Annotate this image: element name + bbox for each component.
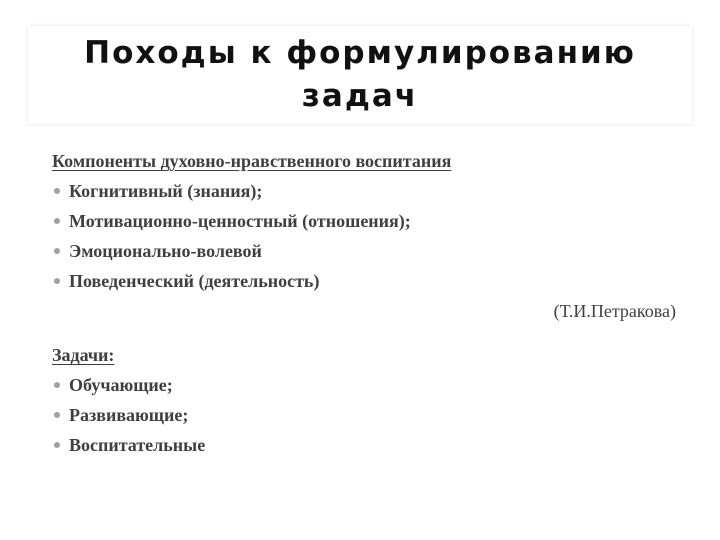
bullet-icon <box>54 382 60 388</box>
list-item-text: Эмоционально-волевой <box>69 241 262 261</box>
list-item-text: Когнитивный (знания); <box>69 181 263 201</box>
list-item-text: Поведенческий (деятельность) <box>69 271 320 291</box>
list-item-text: Воспитательные <box>69 435 206 455</box>
bullet-icon <box>54 412 60 418</box>
title-box <box>28 26 692 124</box>
attribution: (Т.И.Петракова) <box>553 301 676 321</box>
list-item <box>52 370 692 400</box>
components-heading: Компоненты духовно-нравственного воспитания <box>52 151 452 171</box>
list-item <box>52 430 692 460</box>
list-item <box>52 236 692 266</box>
components-list <box>52 176 692 296</box>
list-item <box>52 206 692 236</box>
bullet-icon <box>54 188 60 194</box>
bullet-icon <box>54 248 60 254</box>
bullet-icon <box>54 218 60 224</box>
list-item <box>52 266 692 296</box>
bullet-icon <box>54 278 60 284</box>
tasks-list <box>52 370 692 460</box>
tasks-heading: Задачи: <box>52 345 115 365</box>
list-item-text: Обучающие; <box>69 375 173 395</box>
bullet-icon <box>54 442 60 448</box>
list-item-text: Развивающие; <box>69 405 189 425</box>
list-item <box>52 400 692 430</box>
list-item <box>52 176 692 206</box>
content-area <box>52 146 692 460</box>
slide-title: Походы к формулированию задач <box>84 35 636 114</box>
list-item-text: Мотивационно-ценностный (отношения); <box>69 211 411 231</box>
